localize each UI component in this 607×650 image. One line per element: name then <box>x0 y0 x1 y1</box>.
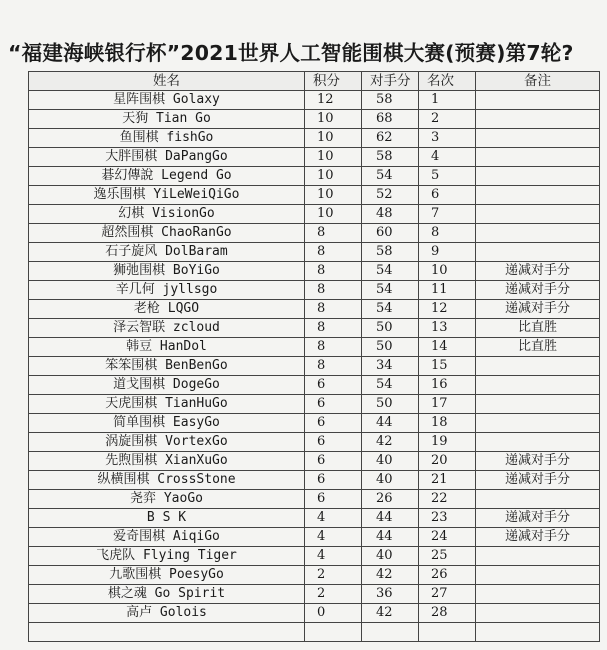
table-row <box>29 167 600 186</box>
cell-opponent-score: 52 <box>362 186 419 205</box>
cell-score: 6 <box>305 414 362 433</box>
cell-name: 棋之魂 Go Spirit <box>29 585 305 604</box>
cell-rank: 8 <box>419 224 476 243</box>
cell-rank: 22 <box>419 490 476 509</box>
cell-score: 8 <box>305 338 362 357</box>
table-row <box>29 91 600 110</box>
cell-name: 星阵围棋 Golaxy <box>29 91 305 110</box>
table-row <box>29 623 600 642</box>
cell-note <box>476 148 600 167</box>
cell-score: 2 <box>305 585 362 604</box>
cell-opponent-score: 54 <box>362 376 419 395</box>
cell-opponent-score: 54 <box>362 300 419 319</box>
cell-opponent-score: 54 <box>362 262 419 281</box>
cell-rank: 12 <box>419 300 476 319</box>
cell-rank: 18 <box>419 414 476 433</box>
table-row <box>29 281 600 300</box>
cell-name: 石子旋风 DolBaram <box>29 243 305 262</box>
table-row <box>29 395 600 414</box>
cell-score: 8 <box>305 281 362 300</box>
cell-opponent-score: 42 <box>362 433 419 452</box>
cell-name: 纵横围棋 CrossStone <box>29 471 305 490</box>
cell-name: 涡旋围棋 VortexGo <box>29 433 305 452</box>
cell-note: 递减对手分 <box>476 452 600 471</box>
header-rank: 名次 <box>419 72 476 91</box>
cell-rank: 15 <box>419 357 476 376</box>
cell-name: 天虎围棋 TianHuGo <box>29 395 305 414</box>
cell-note <box>476 604 600 623</box>
cell-rank: 2 <box>419 110 476 129</box>
table-row <box>29 262 600 281</box>
cell-name: 韩豆 HanDol <box>29 338 305 357</box>
cell-score: 8 <box>305 357 362 376</box>
cell-score: 8 <box>305 319 362 338</box>
cell-rank: 21 <box>419 471 476 490</box>
table-row <box>29 243 600 262</box>
cell-opponent-score: 62 <box>362 129 419 148</box>
table-row <box>29 452 600 471</box>
cell-score: 4 <box>305 547 362 566</box>
cell-name: 鱼围棋 fishGo <box>29 129 305 148</box>
cell-note <box>476 110 600 129</box>
cell-name: 逸乐围棋 YiLeWeiQiGo <box>29 186 305 205</box>
cell-score <box>305 623 362 642</box>
table-row <box>29 186 600 205</box>
table-row <box>29 547 600 566</box>
table-row <box>29 357 600 376</box>
cell-name: 老枪 LQGO <box>29 300 305 319</box>
cell-name: 辛几何 jyllsgo <box>29 281 305 300</box>
document-title: “福建海峡银行杯”2021世界人工智能围棋大赛(预赛)第7轮? <box>8 41 574 65</box>
table-row <box>29 433 600 452</box>
table-row <box>29 148 600 167</box>
cell-note: 递减对手分 <box>476 471 600 490</box>
cell-opponent-score: 44 <box>362 414 419 433</box>
cell-opponent-score: 40 <box>362 471 419 490</box>
cell-opponent-score: 44 <box>362 509 419 528</box>
table-row <box>29 604 600 623</box>
cell-name: 九歌围棋 PoesyGo <box>29 566 305 585</box>
header-opponent-score: 对手分 <box>362 72 419 91</box>
cell-rank: 11 <box>419 281 476 300</box>
standings-table <box>28 71 600 642</box>
cell-rank: 14 <box>419 338 476 357</box>
cell-opponent-score: 26 <box>362 490 419 509</box>
cell-note: 递减对手分 <box>476 528 600 547</box>
cell-name: 道戈围棋 DogeGo <box>29 376 305 395</box>
table-row <box>29 471 600 490</box>
header-score: 积分 <box>305 72 362 91</box>
table-row <box>29 585 600 604</box>
cell-opponent-score: 42 <box>362 566 419 585</box>
cell-opponent-score: 50 <box>362 319 419 338</box>
table-row <box>29 224 600 243</box>
cell-name: 高卢 Golois <box>29 604 305 623</box>
cell-opponent-score: 42 <box>362 604 419 623</box>
cell-rank: 23 <box>419 509 476 528</box>
table-row <box>29 110 600 129</box>
cell-name <box>29 623 305 642</box>
cell-opponent-score: 50 <box>362 395 419 414</box>
cell-rank: 25 <box>419 547 476 566</box>
cell-rank: 13 <box>419 319 476 338</box>
cell-name: 大胖围棋 DaPangGo <box>29 148 305 167</box>
cell-rank: 6 <box>419 186 476 205</box>
standings-body <box>29 91 600 642</box>
cell-note <box>476 376 600 395</box>
cell-score: 10 <box>305 129 362 148</box>
cell-note: 递减对手分 <box>476 300 600 319</box>
cell-note <box>476 357 600 376</box>
cell-rank: 24 <box>419 528 476 547</box>
cell-rank: 28 <box>419 604 476 623</box>
cell-rank: 5 <box>419 167 476 186</box>
cell-score: 6 <box>305 471 362 490</box>
cell-note <box>476 414 600 433</box>
cell-name: 爱奇围棋 AiqiGo <box>29 528 305 547</box>
cell-note <box>476 433 600 452</box>
cell-opponent-score: 40 <box>362 452 419 471</box>
cell-rank: 1 <box>419 91 476 110</box>
cell-score: 10 <box>305 186 362 205</box>
cell-name: 笨笨围棋 BenBenGo <box>29 357 305 376</box>
cell-score: 4 <box>305 509 362 528</box>
cell-score: 6 <box>305 376 362 395</box>
cell-note <box>476 547 600 566</box>
cell-opponent-score: 48 <box>362 205 419 224</box>
cell-note: 递减对手分 <box>476 281 600 300</box>
cell-rank: 19 <box>419 433 476 452</box>
cell-note <box>476 490 600 509</box>
cell-rank: 16 <box>419 376 476 395</box>
cell-name: 飞虎队 Flying Tiger <box>29 547 305 566</box>
cell-rank <box>419 623 476 642</box>
cell-rank: 26 <box>419 566 476 585</box>
cell-score: 2 <box>305 566 362 585</box>
cell-note <box>476 129 600 148</box>
cell-note <box>476 167 600 186</box>
cell-rank: 7 <box>419 205 476 224</box>
cell-note <box>476 623 600 642</box>
table-row <box>29 376 600 395</box>
cell-score: 10 <box>305 205 362 224</box>
table-row <box>29 414 600 433</box>
cell-note: 递减对手分 <box>476 262 600 281</box>
table-row <box>29 300 600 319</box>
header-note: 备注 <box>476 72 600 91</box>
cell-rank: 9 <box>419 243 476 262</box>
cell-opponent-score: 44 <box>362 528 419 547</box>
cell-note: 比直胜 <box>476 338 600 357</box>
cell-name: 天狗 Tian Go <box>29 110 305 129</box>
cell-rank: 27 <box>419 585 476 604</box>
header-name: 姓名 <box>29 72 305 91</box>
cell-score: 6 <box>305 395 362 414</box>
cell-opponent-score <box>362 623 419 642</box>
table-row <box>29 490 600 509</box>
cell-name: 狮弛围棋 BoYiGo <box>29 262 305 281</box>
cell-opponent-score: 34 <box>362 357 419 376</box>
cell-name: B S K <box>29 509 305 528</box>
cell-rank: 10 <box>419 262 476 281</box>
cell-opponent-score: 36 <box>362 585 419 604</box>
cell-rank: 3 <box>419 129 476 148</box>
cell-score: 10 <box>305 148 362 167</box>
cell-score: 8 <box>305 224 362 243</box>
cell-score: 10 <box>305 167 362 186</box>
cell-name: 尧弈 YaoGo <box>29 490 305 509</box>
cell-note <box>476 585 600 604</box>
cell-name: 超然围棋 ChaoRanGo <box>29 224 305 243</box>
cell-name: 幻棋 VisionGo <box>29 205 305 224</box>
table-row <box>29 338 600 357</box>
cell-rank: 4 <box>419 148 476 167</box>
cell-name: 碁幻傳說 Legend Go <box>29 167 305 186</box>
table-row <box>29 129 600 148</box>
cell-score: 8 <box>305 243 362 262</box>
table-row <box>29 528 600 547</box>
cell-opponent-score: 58 <box>362 148 419 167</box>
header-row <box>29 72 600 91</box>
table-row <box>29 319 600 338</box>
cell-score: 6 <box>305 452 362 471</box>
table-row <box>29 509 600 528</box>
cell-note <box>476 243 600 262</box>
cell-opponent-score: 68 <box>362 110 419 129</box>
cell-name: 简单围棋 EasyGo <box>29 414 305 433</box>
cell-score: 4 <box>305 528 362 547</box>
cell-note <box>476 186 600 205</box>
cell-score: 10 <box>305 110 362 129</box>
cell-note <box>476 224 600 243</box>
table-row <box>29 566 600 585</box>
cell-opponent-score: 54 <box>362 167 419 186</box>
cell-opponent-score: 58 <box>362 243 419 262</box>
cell-note: 比直胜 <box>476 319 600 338</box>
cell-score: 6 <box>305 490 362 509</box>
table-row <box>29 205 600 224</box>
cell-opponent-score: 50 <box>362 338 419 357</box>
cell-name: 泽云智联 zcloud <box>29 319 305 338</box>
cell-score: 8 <box>305 300 362 319</box>
cell-opponent-score: 58 <box>362 91 419 110</box>
cell-note <box>476 205 600 224</box>
cell-score: 12 <box>305 91 362 110</box>
cell-note: 递减对手分 <box>476 509 600 528</box>
cell-opponent-score: 40 <box>362 547 419 566</box>
cell-rank: 20 <box>419 452 476 471</box>
cell-score: 6 <box>305 433 362 452</box>
cell-note <box>476 91 600 110</box>
cell-opponent-score: 60 <box>362 224 419 243</box>
cell-score: 8 <box>305 262 362 281</box>
cell-note <box>476 566 600 585</box>
cell-name: 先煦围棋 XianXuGo <box>29 452 305 471</box>
cell-opponent-score: 54 <box>362 281 419 300</box>
cell-note <box>476 395 600 414</box>
cell-score: 0 <box>305 604 362 623</box>
cell-rank: 17 <box>419 395 476 414</box>
